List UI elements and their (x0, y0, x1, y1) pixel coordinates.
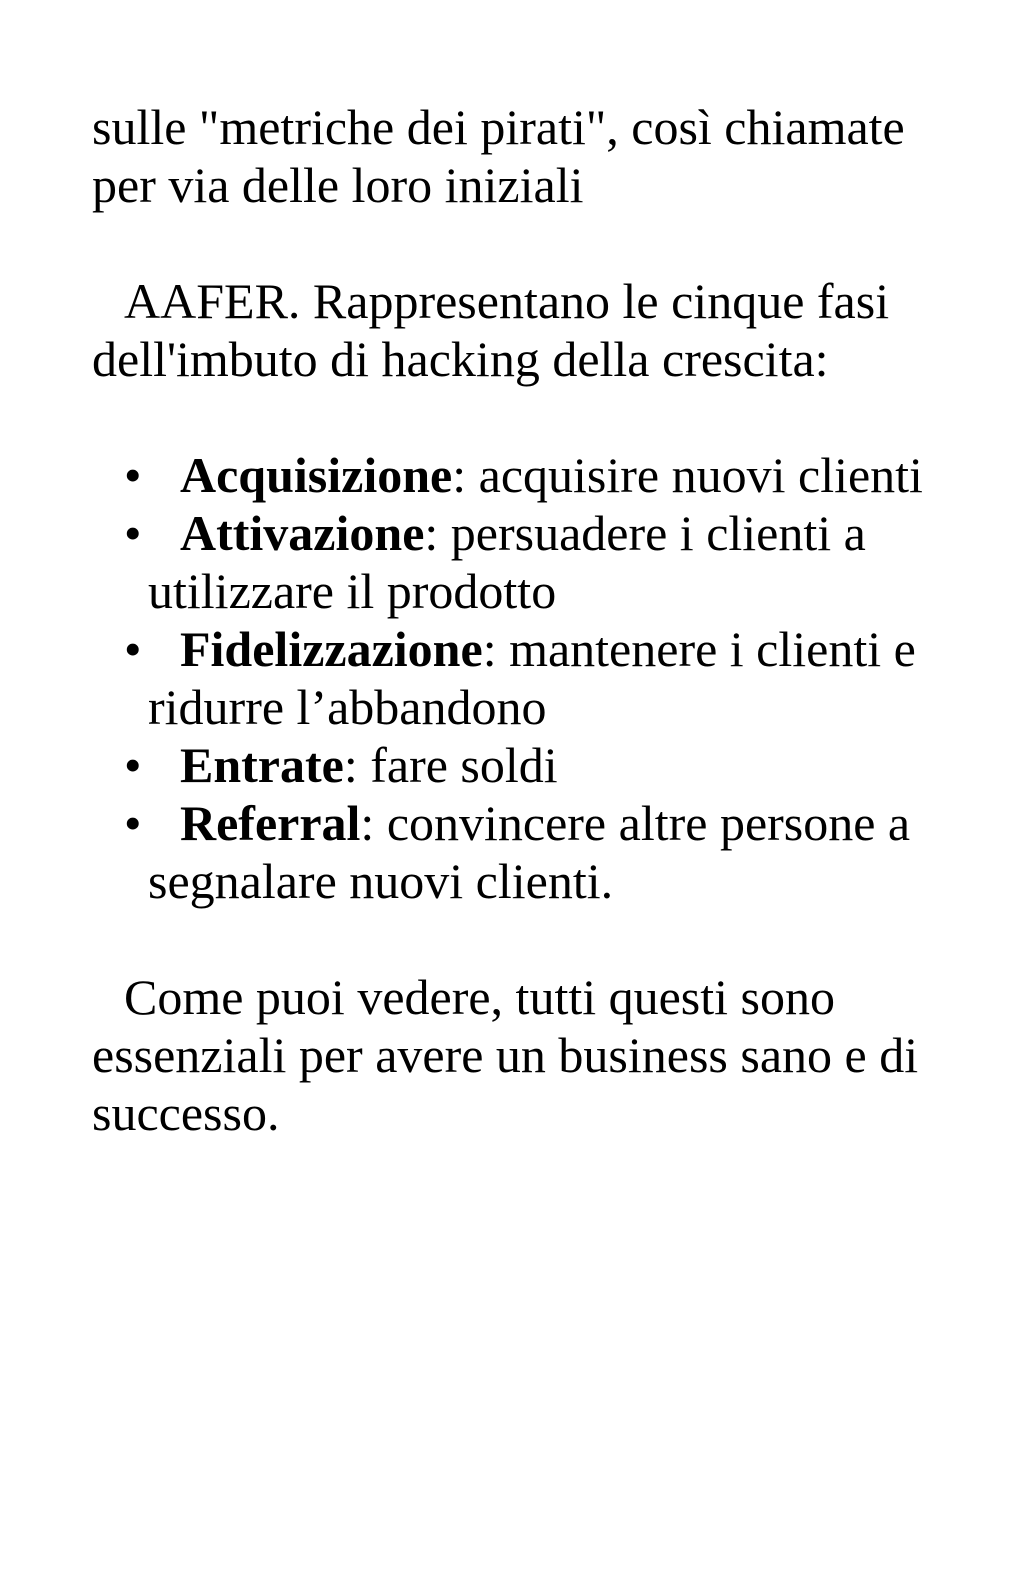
paragraph-spacer (92, 910, 952, 968)
list-item (92, 794, 952, 910)
list-item-term: Entrate (180, 737, 344, 793)
paragraph-spacer (92, 214, 952, 272)
bullet-icon: • (124, 447, 142, 503)
bullet-icon: • (124, 795, 142, 851)
list-item-term: Fidelizzazione (180, 621, 483, 677)
funnel-stages-list (92, 446, 952, 910)
bullet-icon: • (124, 621, 142, 677)
document-page (92, 98, 952, 1142)
list-item (92, 620, 952, 736)
paragraph-spacer (92, 388, 952, 446)
list-item (92, 504, 952, 620)
paragraph-conclusion: Come puoi vedere, tutti questi sono essenziali per avere un business sano e di successo. (92, 969, 919, 1141)
list-item (92, 736, 952, 794)
paragraph-intro: sulle "metriche dei pirati", così chiamate per via delle loro iniziali (92, 99, 905, 213)
list-item-desc: : acquisire nuovi clienti (452, 447, 923, 503)
bullet-icon: • (124, 737, 142, 793)
list-item-term: Attivazione (180, 505, 425, 561)
list-item (92, 446, 952, 504)
list-item-term: Acquisizione (180, 447, 453, 503)
list-item-desc: : convincere altre persone a segnalare nuovi clienti. (148, 795, 911, 909)
list-item-desc: : fare soldi (343, 737, 558, 793)
paragraph-aafer: AAFER. Rappresentano le cinque fasi dell'imbuto di hacking della crescita: (92, 273, 890, 387)
list-item-desc: : mantenere i clienti e ridurre l’abbandono (148, 621, 916, 735)
bullet-icon: • (124, 505, 142, 561)
list-item-term: Referral (180, 795, 361, 851)
list-item-desc: : persuadere i clienti a utilizzare il prodotto (148, 505, 866, 619)
